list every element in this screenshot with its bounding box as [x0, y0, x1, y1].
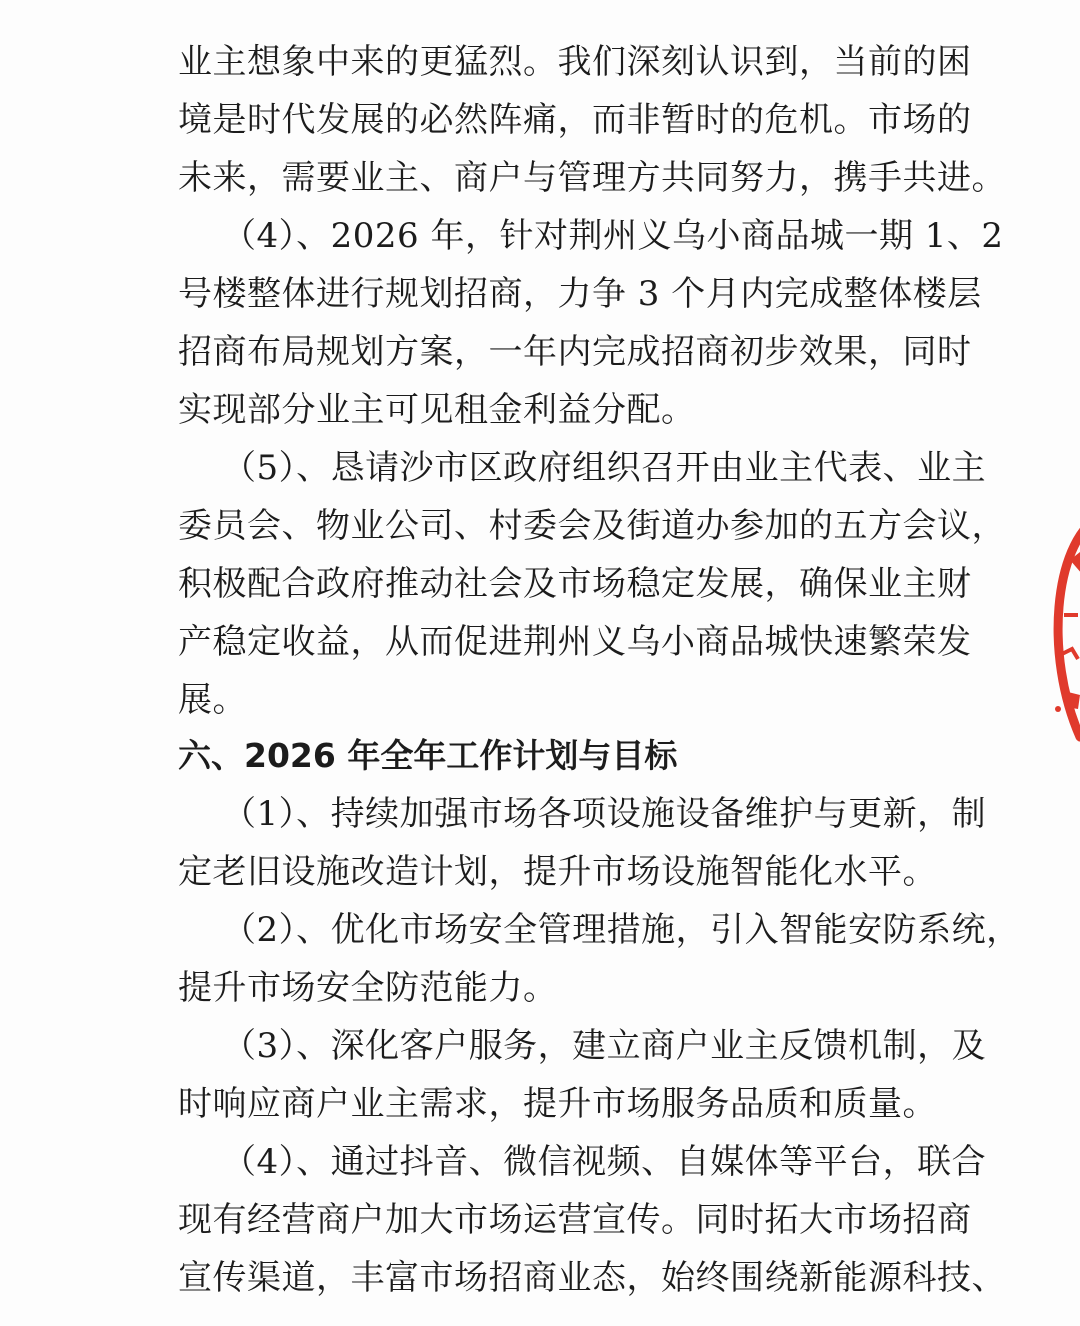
paragraph-line: （4）、2026 年，针对荆州义乌小商品城一期 1、2	[222, 216, 1004, 256]
paragraph-line: 业主想象中来的更猛烈。我们深刻认识到，当前的困	[178, 42, 972, 82]
paragraph-line: （5）、恳请沙市区政府组织召开由业主代表、业主	[222, 448, 987, 488]
paragraph-line: 现有经营商户加大市场运营宣传。同时拓大市场招商	[178, 1200, 972, 1240]
paragraph-line: 提升市场安全防范能力。	[178, 968, 558, 1008]
paragraph-line: 境是时代发展的必然阵痛，而非暂时的危机。市场的	[178, 100, 972, 140]
section-heading: 六、2026 年全年工作计划与目标	[178, 736, 678, 775]
paragraph-line: 未来，需要业主、商户与管理方共同努力，携手共进。	[178, 158, 1006, 198]
paragraph-line: 时响应商户业主需求，提升市场服务品质和质量。	[178, 1084, 937, 1124]
paragraph-line: 招商布局规划方案，一年内完成招商初步效果，同时	[178, 332, 972, 372]
paragraph-line: 展。	[178, 680, 247, 720]
paragraph-line: 实现部分业主可见租金利益分配。	[178, 390, 696, 430]
paragraph-line: （1）、持续加强市场各项设施设备维护与更新，制	[222, 794, 987, 834]
paragraph-line: 定老旧设施改造计划，提升市场设施智能化水平。	[178, 852, 937, 892]
paragraph-line: （2）、优化市场安全管理措施，引入智能安防系统，	[222, 910, 1021, 950]
paragraph-line: （3）、深化客户服务，建立商户业主反馈机制，及	[222, 1026, 987, 1066]
paragraph-line: 号楼整体进行规划招商，力争 3 个月内完成整体楼层	[178, 274, 982, 314]
paragraph-line: （4）、通过抖音、微信视频、自媒体等平台，联合	[222, 1142, 987, 1182]
paragraph-line: 产稳定收益，从而促进荆州义乌小商品城快速繁荣发	[178, 622, 972, 662]
paragraph-line: 委员会、物业公司、村委会及街道办参加的五方会议，	[178, 506, 1006, 546]
paragraph-line: 积极配合政府推动社会及市场稳定发展，确保业主财	[178, 564, 972, 604]
red-seal-stamp	[1040, 505, 1080, 755]
paragraph-line: 宣传渠道，丰富市场招商业态，始终围绕新能源科技、	[178, 1258, 1006, 1298]
